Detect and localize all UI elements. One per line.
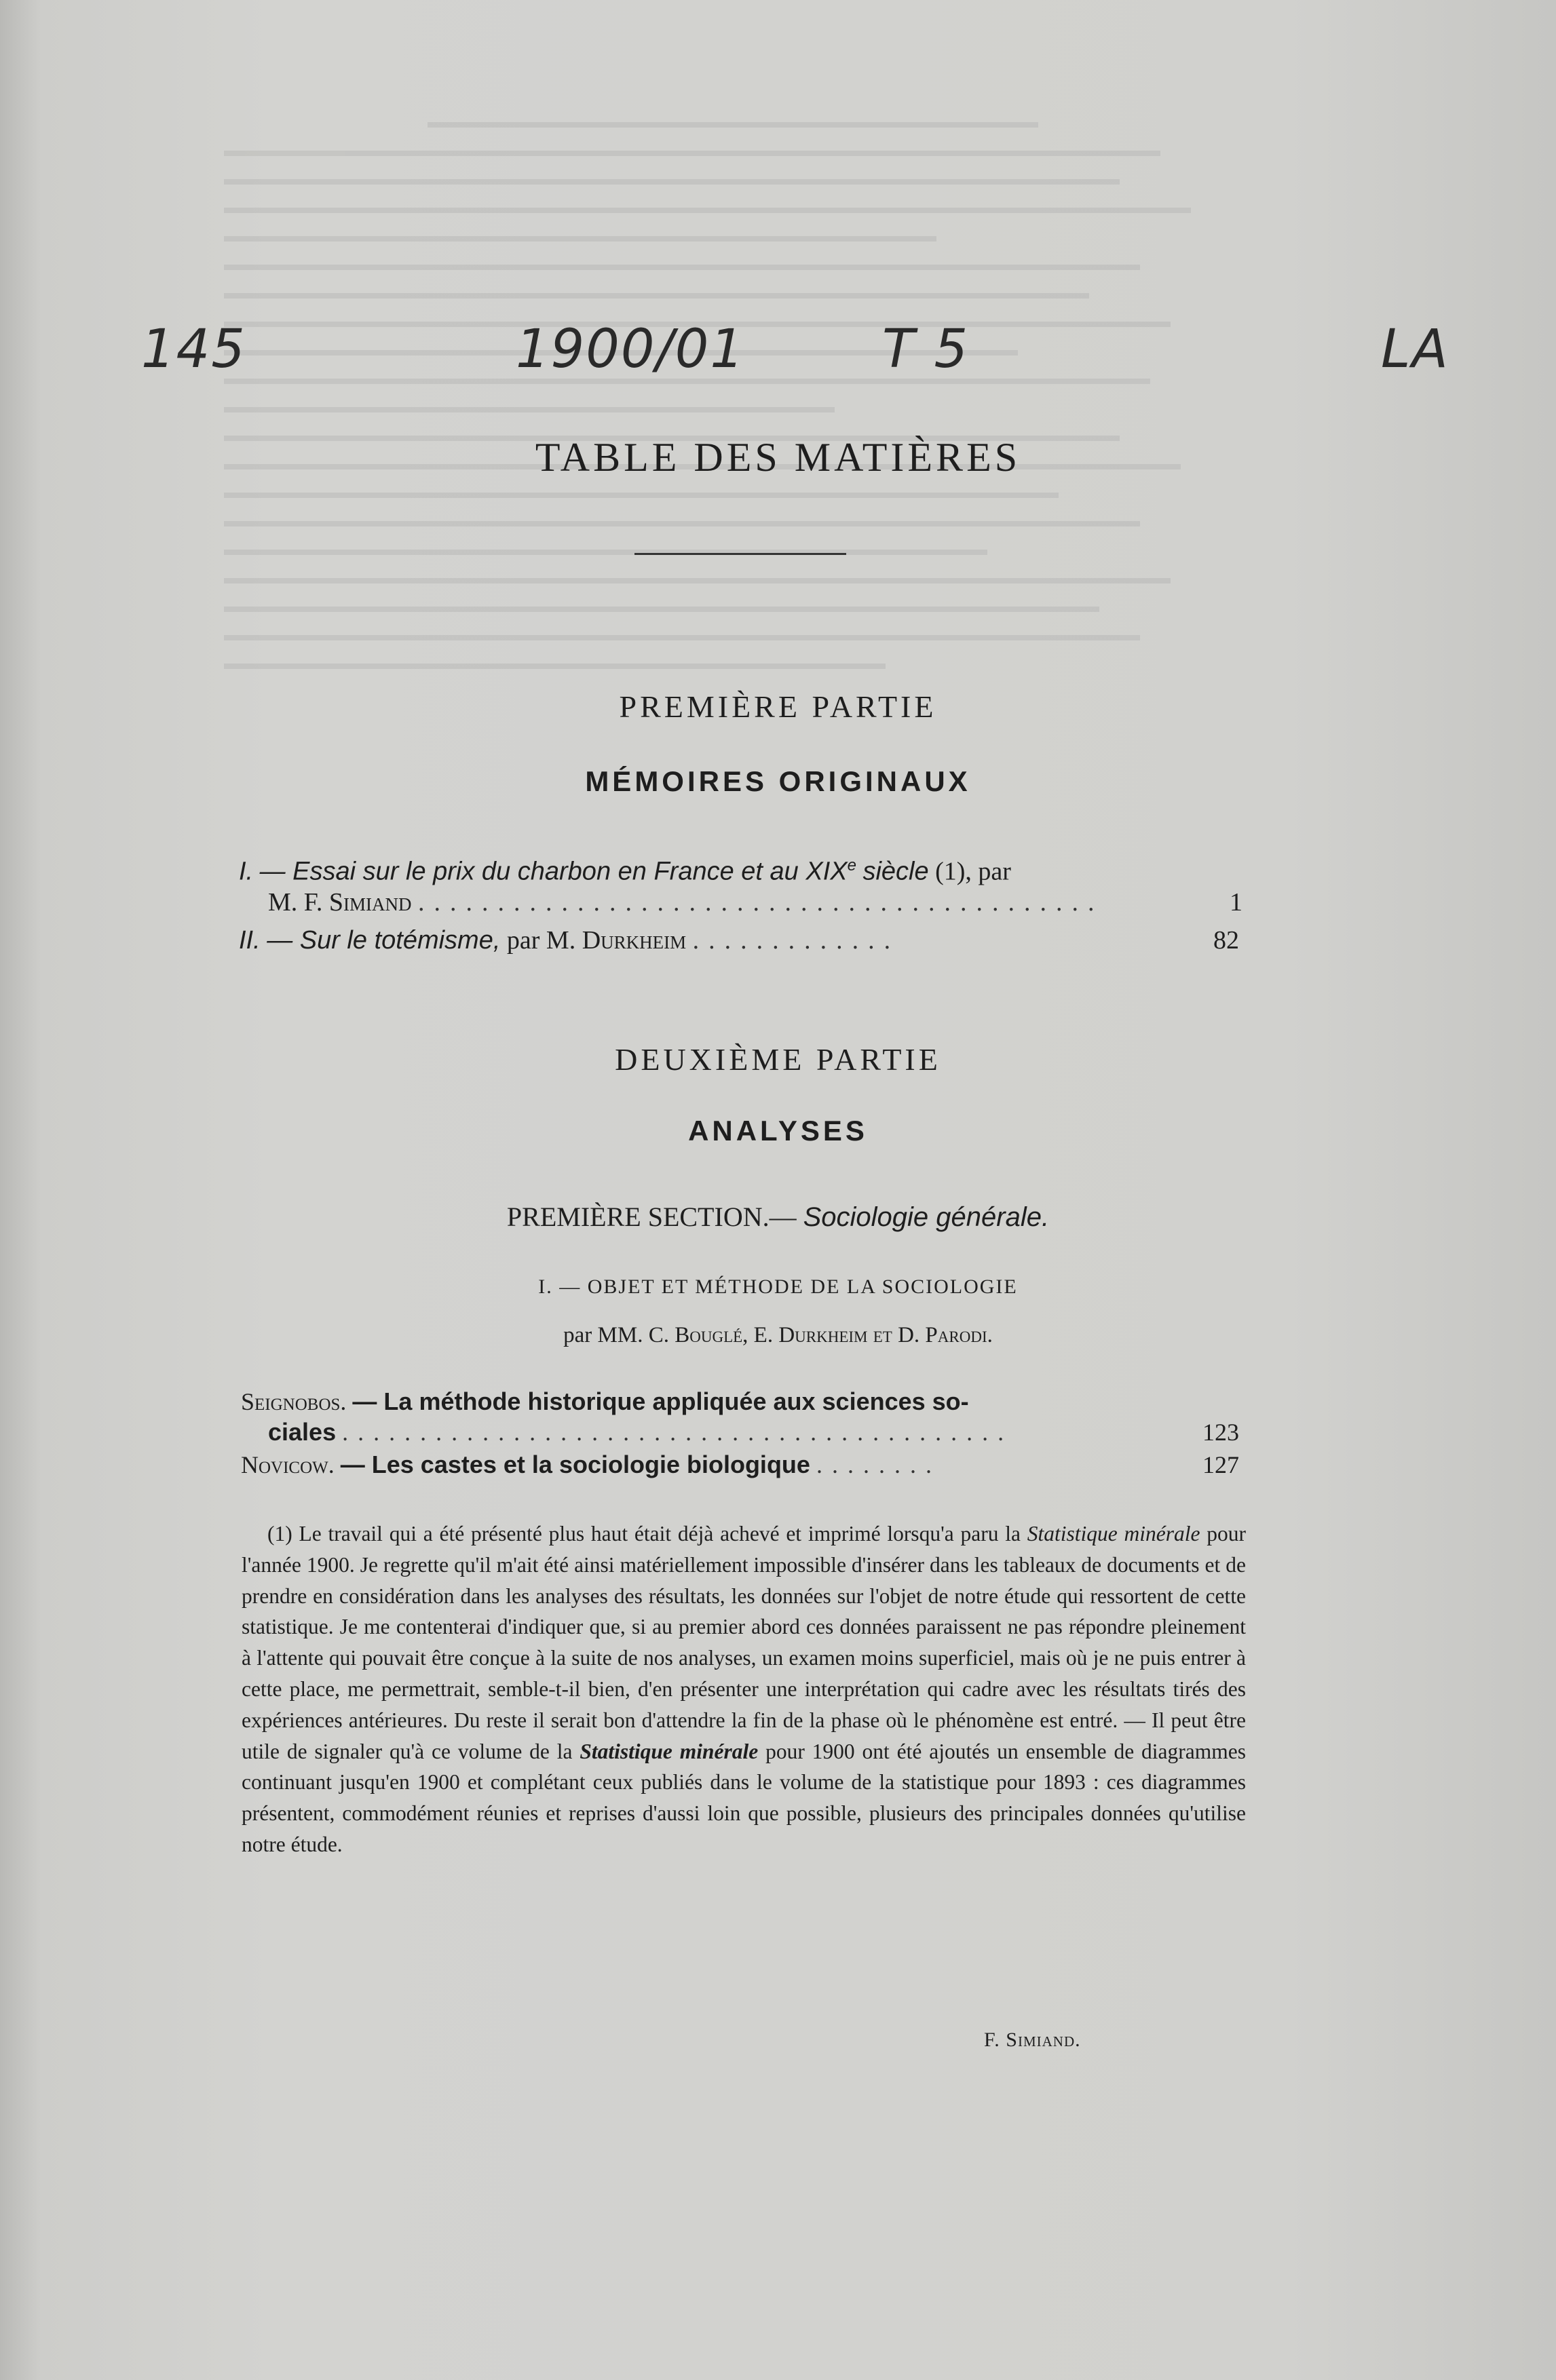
analysis-1-page: 123 — [1202, 1419, 1239, 1446]
analysis-entry-2 — [241, 1451, 941, 1479]
entry-2-author: Durkheim — [582, 926, 687, 955]
subsection-authors-line — [0, 1323, 1556, 1348]
toc-entry-1-line-1 — [239, 856, 1011, 887]
footnote-italic-2: Statistique minérale — [580, 1739, 759, 1763]
footnote-text-2: pour l'année 1900. Je regrette qu'il m'ait été ainsi matériellement impossible d'insérer dans les tableaux de documents et de prendre en considération dans les analyses des résultats, les données sur l'objet de notre étude qui ressortent de cette statistique. Je me contenterai d'indiquer que, si au premier abord ces données paraissent ne pas répondre pleinement à l'attente qui pouvait être conçue à la suite de nos analyses, un examen moins superficiel, mais où je ne puis entrer à cette place, me permettrait, semble-t-il bien, d'en présenter une interprétation qui cadre avec les résultats tirés des expériences antérieures. Du reste il serait bon d'attendre la fin de la phase où le phénomène est entré. — Il peut être utile de signaler qu'à ce volume de la — [242, 1522, 1246, 1763]
analyses-heading: ANALYSES — [688, 1115, 868, 1147]
footnote — [242, 1518, 1246, 1860]
analysis-2-page: 127 — [1202, 1451, 1239, 1478]
entry-2-number: II. — [239, 926, 261, 955]
memoires-heading: MÉMOIRES ORIGINAUX — [585, 765, 971, 797]
subsection-authors: Bouglé, E. Durkheim et D. Parodi. — [675, 1323, 993, 1347]
analysis-2-author: Novicow. — [241, 1451, 335, 1478]
entry-1-note-ref: (1), par — [935, 857, 1011, 886]
toc-entry-2 — [239, 925, 900, 955]
handwritten-note-4: LA — [1381, 319, 1449, 380]
entry-1-author-prefix: M. F. — [268, 888, 323, 917]
entry-2-page: 82 — [1213, 926, 1239, 955]
toc-entry-1-line-2 — [268, 887, 1104, 917]
section-name: Sociologie générale. — [803, 1202, 1050, 1232]
entry-1-title: — Essai sur le prix du charbon en France et au XIX — [259, 857, 848, 886]
subsection-heading: I. — OBJET ET MÉTHODE DE LA SOCIOLOGIE — [538, 1275, 1018, 1298]
entry-1-title-end: siècle — [862, 857, 929, 886]
handwritten-note-2: 1900/01 — [516, 319, 746, 380]
section-heading — [0, 1201, 1556, 1233]
handwritten-note-1: 145 — [141, 319, 246, 380]
part-two-heading: DEUXIÈME PARTIE — [615, 1042, 941, 1077]
analysis-entry-1-line-1 — [241, 1387, 969, 1416]
footnote-signature: F. Simiand. — [984, 2029, 1081, 2051]
footnote-text-1: (1) Le travail qui a été présenté plus haut était déjà achevé et imprimé lorsqu'a paru la — [267, 1522, 1027, 1546]
analysis-1-leader-dots: ........................................... — [342, 1419, 1014, 1446]
page-title: TABLE DES MATIÈRES — [535, 435, 1021, 480]
analysis-1-author: Seignobos. — [241, 1388, 347, 1415]
footnote-text-3: pour 1900 ont été ajoutés un ensemble de diagrammes continuant jusqu'en 1900 et complétant ceux publiés dans le volume de la statistique pour 1893 : ces diagrammes présentent, commodément réunies et reprises d'aussi loin que possible, plusieurs des principales données qu'utilise notre étude. — [242, 1739, 1246, 1856]
subsection-authors-prefix: par MM. C. — [563, 1323, 669, 1347]
entry-1-leader-dots: ........................................... — [418, 888, 1104, 917]
entry-1-superscript: e — [847, 856, 856, 875]
entry-2-leader-dots: ............. — [692, 926, 900, 955]
entry-1-author: Simiand — [328, 888, 412, 917]
entry-2-title: — Sur le totémisme, — [267, 926, 501, 955]
section-prefix: PREMIÈRE SECTION.— — [506, 1202, 797, 1232]
footnote-italic-1: Statistique minérale — [1027, 1522, 1200, 1546]
handwritten-note-3: T 5 — [882, 319, 970, 380]
entry-1-number: I. — [239, 857, 254, 886]
part-one-heading: PREMIÈRE PARTIE — [619, 689, 937, 724]
analysis-2-title: — Les castes et la sociologie biologique — [340, 1451, 810, 1478]
entry-2-author-prefix: par M. — [506, 926, 576, 955]
title-rule — [634, 553, 846, 555]
entry-1-page: 1 — [1230, 888, 1242, 917]
analysis-2-leader-dots: ........ — [816, 1451, 941, 1478]
footnote-paragraph — [242, 1518, 1246, 1860]
analysis-1-title: — La méthode historique appliquée aux sciences so- — [352, 1387, 969, 1415]
analysis-entry-1-line-2 — [268, 1418, 1013, 1446]
analysis-1-title-cont: ciales — [268, 1418, 337, 1446]
